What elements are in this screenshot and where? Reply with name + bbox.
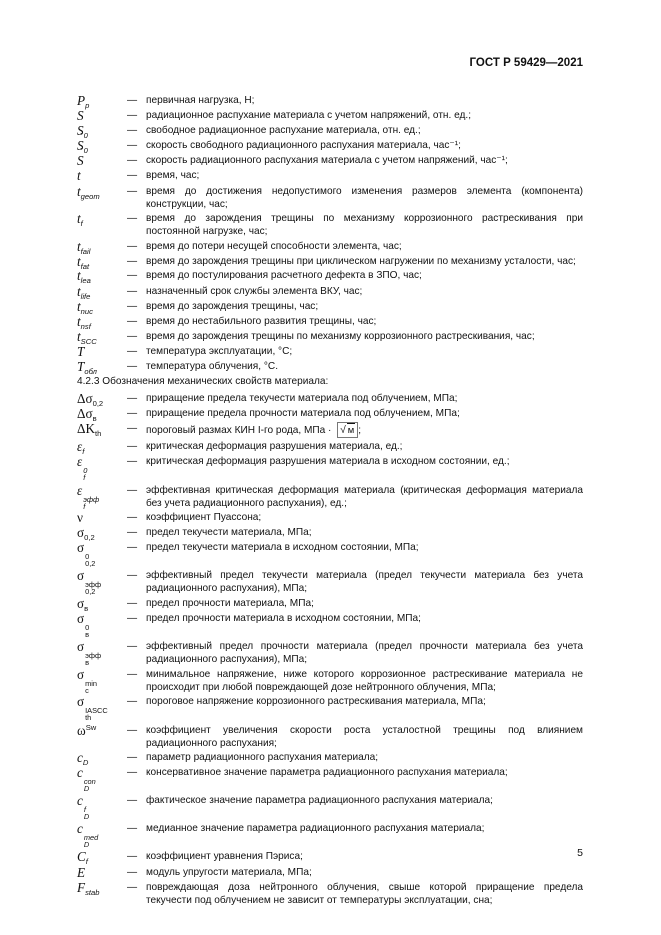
symbol-description [146, 881, 583, 907]
description-text: минимальное напряжение, ниже которого коррозионное растрескивание материала не происходит при любой повреждающей дозе нейтронного облучения, МПа; [146, 668, 583, 693]
symbol-main: t [77, 283, 81, 299]
symbol-subscript: nuc [80, 306, 93, 316]
symbol-subscript: p [85, 101, 90, 110]
em-dash: — [127, 456, 138, 468]
symbol-main: S [77, 108, 84, 124]
em-dash: — [127, 484, 138, 496]
symbol-description [146, 330, 583, 343]
symbol-main: E [77, 864, 86, 880]
symbol-description [146, 850, 583, 863]
symbol-superscript: эфф [85, 580, 102, 590]
symbol-row [77, 169, 583, 182]
symbol-row [77, 185, 583, 211]
symbol-main: σ [77, 540, 85, 556]
symbol-description [146, 766, 583, 792]
em-dash: — [127, 881, 138, 893]
symbol [77, 422, 127, 438]
em-dash: — [127, 668, 138, 680]
symbol [77, 253, 127, 271]
symbol-description [146, 154, 583, 167]
symbol-row [77, 881, 583, 907]
em-dash: — [127, 213, 138, 225]
symbol [77, 822, 127, 848]
em-dash: — [127, 140, 138, 152]
symbol [77, 525, 127, 543]
symbol-main: T [77, 359, 85, 374]
em-dash: — [127, 285, 138, 297]
description-text: время до зарождения трещины по механизму коррозионного растрескивания при постоянной нагрузке, час; [146, 213, 583, 238]
em-dash: — [127, 240, 138, 252]
symbol-main: t [77, 313, 81, 329]
symbol [77, 138, 127, 156]
symbol-superscript: эфф [83, 494, 100, 504]
symbol-row [77, 612, 583, 638]
symbol [77, 439, 127, 457]
description-text: предел прочности материала, МПа; [146, 598, 314, 610]
symbol-superscript: con [83, 777, 96, 787]
symbol-description [146, 315, 583, 328]
symbol-main: t [77, 211, 81, 227]
description-text: фактическое значение параметра радиационного распухания материала; [146, 795, 493, 807]
symbol-row [77, 359, 583, 376]
symbol-description [146, 612, 583, 638]
symbol-row [77, 439, 583, 457]
em-dash: — [127, 767, 138, 779]
symbol [77, 345, 127, 358]
symbol-row [77, 668, 583, 694]
symbol-description [146, 526, 583, 539]
description-text: приращение предела прочности материала под облучением, МПа; [146, 408, 460, 420]
symbol-main: c [77, 750, 83, 766]
symbol-subscript: SCC [80, 336, 97, 346]
symbol-description [146, 124, 583, 137]
symbol-main: c [77, 821, 83, 837]
symbol-row [77, 422, 583, 438]
symbol-description [146, 255, 583, 268]
symbol-row [77, 154, 583, 167]
symbol-row [77, 511, 583, 524]
symbol [77, 695, 127, 721]
symbol [77, 109, 127, 122]
description-tail: ; [358, 425, 362, 437]
symbol-main: ε [77, 439, 83, 455]
symbol-row [77, 596, 583, 614]
description-text: эффективный предел прочности материала (предел прочности материала без учета радиационного распухания), МПа; [146, 641, 583, 666]
em-dash: — [127, 315, 138, 327]
em-dash: — [127, 185, 138, 197]
em-dash: — [127, 512, 138, 524]
symbol-description [146, 360, 583, 373]
symbol-subscript: nsf [80, 321, 91, 331]
symbol-row [77, 138, 583, 156]
symbol-main: P [77, 93, 86, 108]
symbol-superscript: min [85, 678, 98, 688]
symbol-main: t [77, 238, 81, 254]
symbol-main: σ [77, 568, 85, 584]
symbol-main: ˙ S [77, 139, 84, 152]
symbol-subscript: fat [80, 261, 90, 271]
symbol-description [146, 185, 583, 211]
description-text: пороговое напряжение коррозионного растрескивания материала, МПа; [146, 696, 486, 708]
symbol-description [146, 569, 583, 595]
symbol-description [146, 109, 583, 122]
symbol-subscript: в [85, 630, 90, 640]
em-dash: — [127, 255, 138, 267]
symbol [77, 313, 127, 331]
symbol-row [77, 640, 583, 666]
symbol-row [77, 750, 583, 768]
description-text: время, час; [146, 170, 200, 182]
description-text: критическая деформация разрушения материала, ед.; [146, 441, 403, 453]
symbol-main: t [77, 298, 81, 314]
symbol-subscript: в [92, 414, 97, 424]
symbol-subscript: f [83, 473, 86, 483]
em-dash: — [127, 110, 138, 122]
symbol [77, 328, 127, 346]
symbol [77, 185, 127, 211]
symbol-subscript: c [85, 685, 89, 695]
description-text: назначенный срок службы элемента ВКУ, час; [146, 285, 363, 297]
sqrt-argument: м [347, 424, 355, 436]
symbol-row [77, 695, 583, 721]
description-text: радиационное распухание материала с учетом напряжений, отн. ед.; [146, 110, 472, 122]
symbol-subscript: в [85, 658, 90, 668]
symbol-main: c [77, 793, 83, 809]
symbol-row [77, 283, 583, 301]
symbol [77, 569, 127, 595]
symbol-main: Δσ [77, 406, 93, 422]
symbol-description [146, 511, 583, 524]
symbol-subscript: th [85, 713, 92, 723]
symbol-description [146, 240, 583, 253]
symbol-row [77, 391, 583, 409]
description-text: модуль упругости материала, МПа; [146, 866, 312, 878]
symbol-superscript: эфф [85, 651, 102, 661]
symbol-superscript: med [83, 833, 99, 843]
symbol-superscript: IASCC [85, 706, 108, 716]
description-text: коэффициент уравнения Пэриса; [146, 851, 303, 863]
description-text: повреждающая доза нейтронного облучения, свыше которой приращение предела текучести под облучением не зависит от температуры эксплуатации, сна; [146, 881, 583, 906]
em-dash: — [127, 95, 138, 106]
em-dash: — [127, 613, 138, 625]
description-text: коэффициент Пуассона; [146, 512, 262, 524]
description-text: первичная нагрузка, Н; [146, 95, 255, 106]
symbol-subscript: 0,2 [92, 399, 104, 409]
em-dash: — [127, 423, 138, 435]
em-dash: — [127, 752, 138, 764]
symbol-main: t [77, 168, 81, 184]
symbol-description [146, 751, 583, 764]
symbol-superscript: 0 [85, 623, 90, 633]
symbol-main: S [77, 123, 84, 139]
section-heading: 4.2.3 Обозначения механических свойств материала: [77, 376, 329, 388]
symbol [77, 154, 127, 167]
description-text: консервативное значение параметра радиационного распухания материала; [146, 767, 508, 779]
symbol-subscript: D [83, 784, 90, 794]
em-dash: — [127, 795, 138, 807]
symbol-subscript: f [80, 219, 83, 229]
symbol-row [77, 313, 583, 331]
description-text: время до нестабильного развития трещины, час; [146, 315, 377, 327]
symbol-row [77, 109, 583, 122]
symbol-main: Δσ [77, 391, 93, 407]
symbol [77, 359, 127, 376]
em-dash: — [127, 300, 138, 312]
symbol-main: σ [77, 596, 85, 612]
description-text: параметр радиационного распухания материала; [146, 752, 379, 764]
description-text: свободное радиационное распухание материала, отн. ед.; [146, 125, 421, 137]
symbol [77, 794, 127, 820]
symbol-subscript: lea [80, 276, 91, 286]
sqrt-icon: √ [340, 425, 346, 437]
description-text: предел прочности материала в исходном состоянии, МПа; [146, 613, 421, 625]
description-text: эффективная критическая деформация материала (критическая деформация материала без учета радиационного распухания), ед.; [146, 484, 583, 509]
symbol-description [146, 139, 583, 152]
symbol-description [146, 597, 583, 610]
em-dash: — [127, 823, 138, 835]
symbol-description [146, 422, 583, 438]
em-dash: — [127, 851, 138, 863]
symbol-row [77, 93, 583, 110]
description-text: медианное значение параметра радиационного распухания материала; [146, 823, 485, 835]
symbol [77, 484, 127, 510]
description-text: эффективный предел текучести материала (предел текучести материала без учета радиационного распухания), МПа; [146, 570, 583, 595]
symbol [77, 596, 127, 614]
em-dash: — [127, 330, 138, 342]
symbol-row [77, 455, 583, 481]
description-text: время до потери несущей способности элемента, час; [146, 240, 402, 252]
symbol-description [146, 392, 583, 405]
sqrt-formula [337, 422, 358, 438]
symbol-description [146, 345, 583, 358]
em-dash: — [127, 696, 138, 708]
description-text: скорость свободного радиационного распухания материала, час⁻¹; [146, 140, 461, 152]
symbol-row [77, 484, 583, 510]
symbol-main: ν [77, 510, 83, 526]
symbol-main: σ [77, 611, 85, 627]
symbol [77, 93, 127, 110]
symbol-subscript: 0,2 [85, 559, 96, 569]
symbol-main: ˙ S [77, 154, 84, 167]
symbol-subscript: fail [80, 246, 91, 256]
symbol-main: t [77, 268, 81, 284]
symbol-row [77, 569, 583, 595]
symbol-subscript: life [80, 291, 91, 301]
description-text: время до постулирования расчетного дефекта в ЗПО, час; [146, 270, 422, 282]
symbol-row [77, 123, 583, 141]
symbols-list-mechanical [77, 392, 583, 907]
symbol-description [146, 455, 583, 481]
symbol-row [77, 822, 583, 848]
symbol [77, 455, 127, 481]
symbol [77, 268, 127, 286]
symbol-row [77, 766, 583, 792]
symbol [77, 391, 127, 409]
symbol-subscript: 0,2 [84, 533, 95, 543]
description-text: время до зарождения трещины, час; [146, 300, 319, 312]
em-dash: — [127, 270, 138, 282]
symbol-main: T [77, 343, 85, 359]
em-dash: — [127, 361, 138, 372]
symbol [77, 640, 127, 666]
symbol-subscript: th [95, 429, 102, 439]
symbol-main: ω [77, 722, 86, 738]
description-text: температура облучения, °С. [146, 361, 279, 372]
em-dash: — [127, 155, 138, 167]
symbol [77, 612, 127, 638]
symbol-main: σ [77, 666, 85, 682]
symbol-subscript: в [84, 604, 89, 614]
symbol-subscript: D [82, 758, 89, 768]
symbol-description [146, 541, 583, 567]
symbol-superscript: 0 [83, 466, 88, 476]
symbol-description [146, 640, 583, 666]
symbol [77, 724, 127, 750]
symbol-description [146, 269, 583, 282]
symbol-row [77, 541, 583, 567]
symbol-subscript: geom [80, 191, 100, 201]
symbol-main: σ [77, 525, 85, 541]
symbol [77, 123, 127, 141]
symbol [77, 668, 127, 694]
em-dash: — [127, 441, 138, 453]
symbol-row [77, 525, 583, 543]
symbol-main: ΔK [77, 421, 96, 437]
symbol-description [146, 94, 583, 107]
em-dash: — [127, 866, 138, 878]
symbol-description [146, 866, 583, 879]
symbol-row [77, 268, 583, 286]
description-text: скорость радиационного распухания материала с учетом напряжений, час⁻¹; [146, 155, 508, 167]
symbol-main: ε [77, 454, 83, 470]
symbol [77, 881, 127, 907]
symbol [77, 238, 127, 256]
symbol-row [77, 724, 583, 750]
symbol [77, 406, 127, 424]
symbol-subscript: D [83, 840, 90, 850]
em-dash: — [127, 570, 138, 582]
symbol-row [77, 253, 583, 271]
symbol-main: F [77, 879, 86, 895]
symbol-subscript: обл [84, 367, 97, 376]
symbol-description [146, 484, 583, 510]
symbol-main: c [77, 765, 83, 781]
symbol-main: t [77, 328, 81, 344]
symbol-description [146, 724, 583, 750]
symbol-superscript: 0 [85, 552, 90, 562]
em-dash: — [127, 724, 138, 736]
symbol-description [146, 300, 583, 313]
symbol-row [77, 849, 583, 867]
symbol [77, 212, 127, 238]
symbol-description [146, 212, 583, 238]
symbol-description [146, 169, 583, 182]
symbol-row [77, 328, 583, 346]
symbol-row [77, 298, 583, 316]
em-dash: — [127, 170, 138, 182]
em-dash: — [127, 125, 138, 137]
em-dash: — [127, 408, 138, 420]
symbol-subscript: 0 [83, 146, 88, 156]
description-text: предел текучести материала в исходном состоянии, МПа; [146, 542, 419, 554]
symbol-main: C [77, 849, 86, 865]
symbol-row [77, 238, 583, 256]
symbol [77, 541, 127, 567]
description-text: пороговый размах КИН I-го рода, МПа · [146, 425, 335, 437]
symbol-main: σ [77, 694, 85, 710]
symbol-subscript: f [85, 857, 88, 867]
description-text: температура эксплуатации, °С; [146, 345, 293, 357]
symbol [77, 849, 127, 867]
symbol-description [146, 794, 583, 820]
symbol-main: σ [77, 639, 85, 655]
symbol [77, 766, 127, 792]
symbol-row [77, 866, 583, 879]
description-text: время до достижения недопустимого изменения размеров элемента (компонента) конструкции, час; [146, 185, 583, 210]
symbol-subscript: 0,2 [85, 587, 96, 597]
document-header: ГОСТ Р 59429—2021 [469, 57, 583, 69]
symbol [77, 866, 127, 879]
em-dash: — [127, 345, 138, 357]
symbol [77, 283, 127, 301]
symbol-description [146, 695, 583, 721]
symbol-main: t [77, 183, 81, 199]
symbol [77, 169, 127, 182]
symbol-description [146, 822, 583, 848]
symbol-subscript: 0 [83, 131, 88, 141]
em-dash: — [127, 598, 138, 610]
em-dash: — [127, 542, 138, 554]
em-dash: — [127, 527, 138, 539]
page-number: 5 [577, 847, 583, 859]
symbol-subscript: f [83, 501, 86, 511]
em-dash: — [127, 641, 138, 653]
symbol [77, 298, 127, 316]
description-text: предел текучести материала, МПа; [146, 527, 312, 539]
description-text: критическая деформация разрушения материала в исходном состоянии, ед.; [146, 456, 510, 468]
symbol-subscript: stab [85, 887, 100, 897]
description-text: коэффициент увеличения скорости роста усталостной трещины под влиянием радиационного распухания; [146, 724, 583, 749]
symbol-main: t [77, 253, 81, 269]
symbols-list-general [77, 93, 583, 376]
document-body [77, 94, 583, 908]
symbol-main: ε [77, 482, 83, 498]
symbol [77, 511, 127, 524]
symbol [77, 750, 127, 768]
symbol-superscript: Sw [85, 722, 97, 732]
symbol-description [146, 285, 583, 298]
symbol-description [146, 407, 583, 420]
symbol-subscript: f [82, 447, 85, 457]
em-dash: — [127, 393, 138, 405]
symbol-description [146, 668, 583, 694]
description-text: время до зарождения трещины по механизму коррозионного растрескивания, час; [146, 330, 535, 342]
description-text: приращение предела текучести материала под облучением, МПа; [146, 393, 458, 405]
description-text: время до зарождения трещины при циклическом нагружении по механизму усталости, час; [146, 255, 576, 267]
symbol-subscript: D [83, 812, 90, 822]
symbol-superscript: f [83, 805, 86, 815]
symbol-row [77, 406, 583, 424]
symbol-row [77, 212, 583, 238]
symbol-description [146, 440, 583, 453]
symbol-row [77, 794, 583, 820]
symbol-row [77, 345, 583, 358]
